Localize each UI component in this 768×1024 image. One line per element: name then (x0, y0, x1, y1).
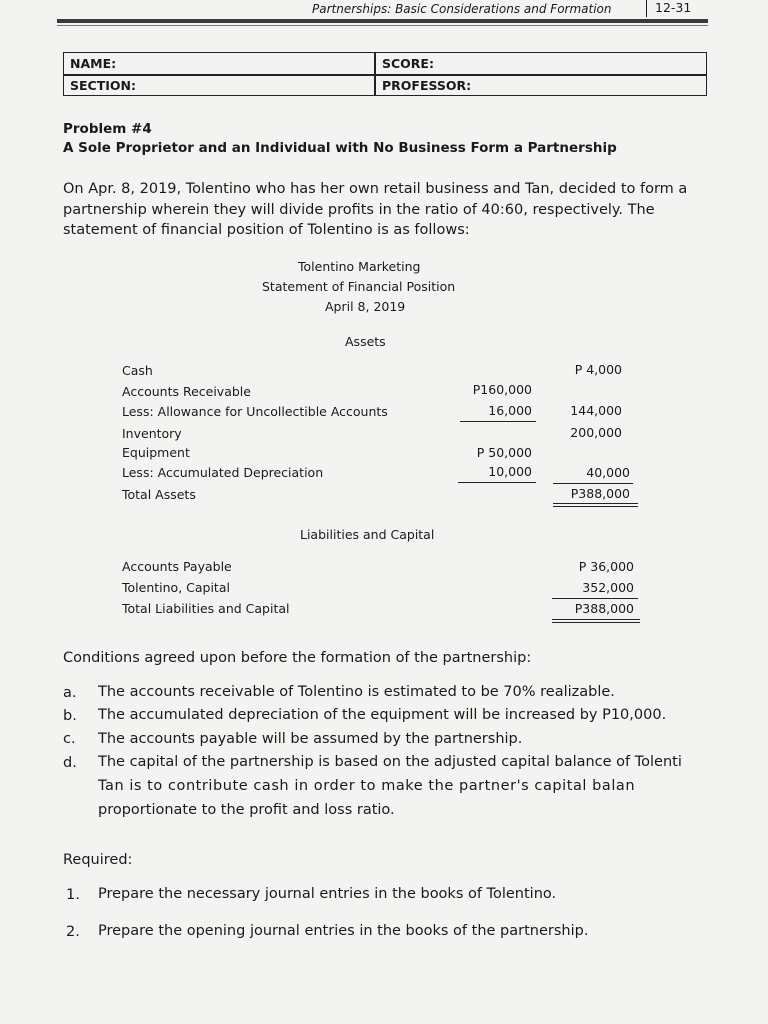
condition-letter-d: d. (63, 755, 77, 771)
liability-value-capital: 352,000 (582, 580, 634, 595)
liability-label-ap: Accounts Payable (122, 559, 232, 574)
section-label: SECTION: (70, 78, 136, 93)
required-number-1: 1. (66, 887, 80, 903)
score-label: SCORE: (382, 56, 434, 71)
double-underline-total-liab-2 (552, 622, 640, 623)
page-number: 12-31 (655, 0, 692, 15)
required-text-2: Prepare the opening journal entries in the books of the partnership. (98, 923, 589, 939)
liabilities-heading: Liabilities and Capital (300, 527, 435, 542)
liability-label-total: Total Liabilities and Capital (122, 601, 290, 616)
asset-col1-accum-dep: 10,000 (488, 464, 532, 479)
condition-text-d-2: Tan is to contribute cash in order to make the partner's capital balan (98, 778, 636, 794)
underline-capital (552, 598, 638, 599)
student-info-table (63, 52, 707, 96)
underline-allowance (460, 421, 536, 422)
statement-company: Tolentino Marketing (298, 259, 421, 274)
asset-col1-allowance: 16,000 (488, 403, 532, 418)
running-header-title: Partnerships: Basic Considerations and Formation (312, 2, 612, 16)
intro-line-2: partnership wherein they will divide profits in the ratio of 40:60, respectively. The (63, 202, 655, 218)
header-separator (646, 0, 647, 17)
condition-text-c: The accounts payable will be assumed by the partnership. (98, 731, 523, 747)
header-rule-thin (57, 25, 708, 26)
asset-label-accum-dep: Less: Accumulated Depreciation (122, 465, 324, 480)
problem-number: Problem #4 (63, 121, 152, 137)
asset-label-allowance: Less: Allowance for Uncollectible Accounts (122, 404, 388, 419)
conditions-heading: Conditions agreed upon before the formation of the partnership: (63, 650, 532, 666)
statement-title: Statement of Financial Position (262, 279, 456, 294)
double-underline-total-assets-1 (553, 503, 638, 504)
condition-letter-b: b. (63, 708, 77, 724)
asset-col1-ar: P160,000 (472, 382, 532, 397)
double-underline-total-assets-2 (553, 506, 638, 507)
assets-heading: Assets (345, 334, 386, 349)
asset-value-inventory: 200,000 (570, 425, 622, 440)
condition-text-a: The accounts receivable of Tolentino is estimated to be 70% realizable. (98, 684, 615, 700)
condition-letter-c: c. (63, 731, 76, 747)
statement-date: April 8, 2019 (325, 299, 406, 314)
asset-label-total: Total Assets (122, 487, 196, 502)
asset-col1-equipment: P 50,000 (476, 445, 532, 460)
required-number-2: 2. (66, 924, 80, 940)
name-label: NAME: (70, 56, 117, 71)
condition-text-d-3: proportionate to the profit and loss ratio. (98, 802, 395, 818)
asset-label-ar: Accounts Receivable (122, 384, 251, 399)
asset-value-net-equipment: 40,000 (586, 465, 630, 480)
condition-text-b: The accumulated depreciation of the equipment will be increased by P10,000. (98, 707, 667, 723)
intro-line-1: On Apr. 8, 2019, Tolentino who has her own retail business and Tan, decided to form a (63, 181, 688, 197)
underline-accum-dep (458, 482, 536, 483)
required-heading: Required: (63, 852, 133, 868)
asset-value-total: P388,000 (570, 486, 630, 501)
header-rule (57, 19, 708, 23)
liability-value-total: P388,000 (574, 601, 634, 616)
liability-value-ap: P 36,000 (578, 559, 634, 574)
asset-label-inventory: Inventory (122, 426, 182, 441)
intro-line-3: statement of financial position of Tolentino is as follows: (63, 222, 470, 238)
underline-assets-subtotal (553, 483, 633, 484)
double-underline-total-liab-1 (552, 619, 640, 620)
asset-value-net-ar: 144,000 (570, 403, 622, 418)
problem-title: A Sole Proprietor and an Individual with No Business Form a Partnership (63, 140, 617, 156)
condition-letter-a: a. (63, 685, 77, 701)
professor-label: PROFESSOR: (382, 78, 472, 93)
condition-text-d-1: The capital of the partnership is based on the adjusted capital balance of Tolenti (98, 754, 682, 770)
asset-label-cash: Cash (122, 363, 153, 378)
asset-label-equipment: Equipment (122, 445, 190, 460)
required-text-1: Prepare the necessary journal entries in the books of Tolentino. (98, 886, 557, 902)
asset-value-cash: P 4,000 (574, 362, 622, 377)
liability-label-capital: Tolentino, Capital (122, 580, 230, 595)
